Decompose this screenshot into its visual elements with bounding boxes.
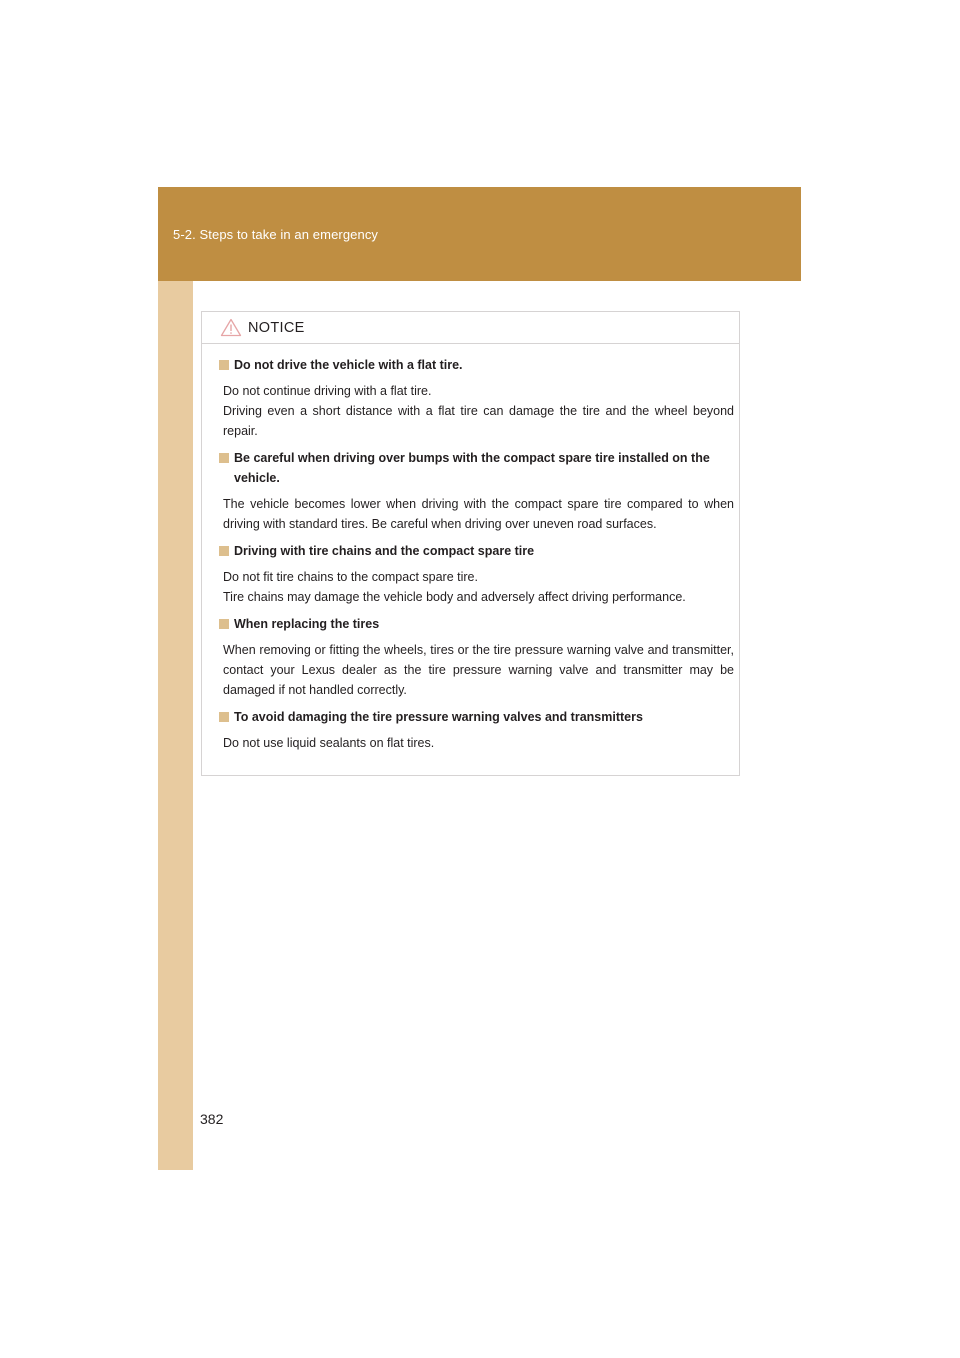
square-bullet-icon — [219, 546, 229, 556]
item-paragraph: When removing or fitting the wheels, tires or the tire pressure warning valve and transmitter, contact your Lexus dealer as the tire pressure warning valve and transmitter may be damaged if not handled correctly. — [223, 643, 734, 697]
item-paragraph: The vehicle becomes lower when driving with the compact spare tire compared to when driving with standard tires. Be careful when driving over uneven road surfaces. — [223, 497, 734, 531]
square-bullet-icon — [219, 619, 229, 629]
notice-body — [202, 344, 739, 753]
item-heading — [219, 707, 734, 727]
notice-item — [219, 448, 734, 534]
item-heading-text: Be careful when driving over bumps with the compact spare tire installed on the vehicle. — [234, 451, 710, 485]
notice-item — [219, 614, 734, 700]
section-title: 5-2. Steps to take in an emergency — [173, 227, 379, 242]
notice-box — [201, 311, 740, 776]
item-paragraph: Driving even a short distance with a flat tire can damage the tire and the wheel beyond repair. — [223, 404, 734, 438]
item-text — [219, 640, 734, 700]
item-heading-text: When replacing the tires — [234, 617, 380, 631]
notice-item — [219, 541, 734, 607]
item-heading — [219, 541, 734, 561]
square-bullet-icon — [219, 712, 229, 722]
item-paragraph: Do not continue driving with a flat tire. — [223, 384, 432, 398]
item-text — [219, 567, 734, 607]
item-heading — [219, 448, 734, 488]
item-heading-text: To avoid damaging the tire pressure warning valves and transmitters — [234, 710, 643, 724]
item-paragraph: Tire chains may damage the vehicle body and adversely affect driving performance. — [223, 590, 686, 604]
item-text — [219, 381, 734, 441]
square-bullet-icon — [219, 360, 229, 370]
notice-title: NOTICE — [248, 319, 305, 336]
item-heading-text: Do not drive the vehicle with a flat tire. — [234, 358, 463, 372]
item-paragraph: Do not use liquid sealants on flat tires. — [223, 736, 435, 750]
item-text — [219, 733, 734, 753]
page-number: 382 — [200, 1111, 224, 1127]
item-paragraph: Do not fit tire chains to the compact spare tire. — [223, 570, 478, 584]
notice-header — [202, 312, 739, 344]
notice-item — [219, 707, 734, 753]
item-heading — [219, 614, 734, 634]
item-heading-text: Driving with tire chains and the compact spare tire — [234, 544, 535, 558]
notice-item — [219, 355, 734, 441]
item-heading — [219, 355, 734, 375]
warning-triangle-icon — [220, 318, 242, 337]
square-bullet-icon — [219, 453, 229, 463]
side-strip — [158, 281, 193, 1170]
item-text — [219, 494, 734, 534]
